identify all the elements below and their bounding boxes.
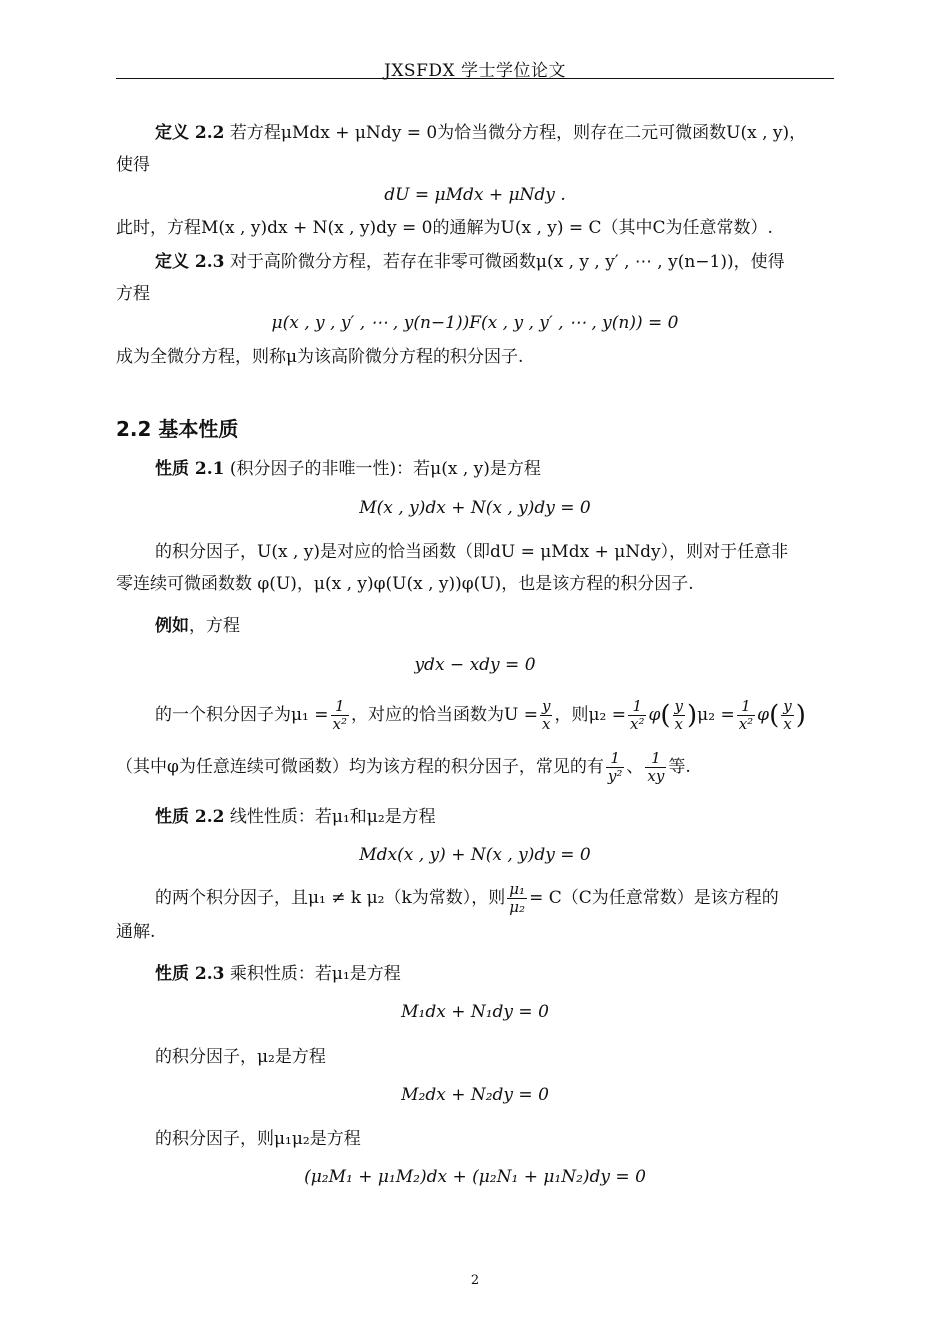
right-paren-1: ): [687, 700, 698, 731]
example-line1-c: ，则μ₂ =: [554, 705, 626, 725]
left-paren-2: (: [769, 700, 780, 731]
fraction-8: $\frac{1}{xy}$: [647, 749, 665, 785]
prop21-text1: (积分因子的非唯一性)：若μ(x , y)是方程: [229, 459, 541, 479]
phi-symbol-1: φ: [648, 705, 661, 725]
prop23-equation-2: M₂dx + N₂dy = 0: [401, 1085, 549, 1105]
fraction-6: $\frac{y}{x}$: [783, 697, 792, 733]
def22-line2: 使得: [116, 155, 150, 175]
fraction-5: $\frac{1}{\text{x²}}$: [738, 697, 754, 733]
header-rule: [116, 78, 834, 79]
prop22-line3: 通解.: [116, 922, 156, 942]
example-line1-a: 的一个积分因子为μ₁ =: [155, 705, 329, 725]
fraction-4: $\frac{y}{x}$: [674, 697, 684, 733]
prop21-line2: 的积分因子，U(x , y)是对应的恰当函数（即dU = μMdx + μNdy），则对于任意非: [155, 542, 789, 562]
example-line2-b: 等.: [668, 757, 691, 777]
fraction-1: $\frac{1}{\text{x²}}$: [332, 697, 347, 733]
prop22-label: 性质 2.2: [155, 807, 225, 827]
left-paren-1: (: [660, 700, 671, 731]
right-paren-2: ): [795, 700, 806, 731]
example-line2: [116, 742, 691, 792]
def23-line3: 成为全微分方程，则称μ为该高阶微分方程的积分因子.: [116, 347, 524, 367]
prop22-equation: Mdx(x , y) + N(x , y)dy = 0: [359, 845, 591, 865]
prop23-text1: 乘积性质：若μ₁是方程: [229, 964, 401, 984]
prop22-text1: 线性性质：若μ₁和μ₂是方程: [229, 807, 436, 827]
example-separator: 、: [626, 757, 644, 777]
def22-label: 定义 2.2: [155, 123, 225, 143]
example-line1: [155, 690, 806, 741]
prop22-line2-a: 的两个积分因子，且μ₁ ≠ k μ₂（k为常数），则: [155, 888, 506, 908]
fraction-mu: $\frac{\text{μ₁}}{\text{μ₂}}$: [509, 880, 526, 916]
prop21-line1: [155, 457, 541, 481]
example-line2-a: （其中φ为任意连续可微函数）均为该方程的积分因子，常见的有: [116, 757, 604, 777]
def22-line1: [155, 121, 806, 145]
fraction-2: $\frac{y}{x}$: [541, 697, 551, 733]
def23-label: 定义 2.3: [155, 252, 225, 272]
def23-line2: 方程: [116, 284, 150, 304]
def22-equation: dU = μMdx + μNdy .: [384, 185, 566, 205]
example-text: ，方程: [189, 616, 240, 636]
example-label: 例如: [155, 616, 189, 636]
example-line1-b: ，对应的恰当函数为U =: [351, 705, 538, 725]
fraction-7: $\frac{1}{\text{y²}}$: [607, 749, 623, 785]
def22-line3: 此时，方程M(x , y)dx + N(x , y)dy = 0的通解为U(x , y) = C（其中C为任意常数）.: [116, 218, 773, 238]
example-line: [155, 614, 240, 638]
prop22-line1: [155, 805, 436, 829]
prop23-equation-3: (μ₂M₁ + μ₁M₂)dx + (μ₂N₁ + μ₁N₂)dy = 0: [304, 1167, 646, 1187]
prop22-line2-b: = C（C为任意常数）是该方程的: [529, 888, 779, 908]
phi-symbol-2: φ: [757, 705, 770, 725]
def23-line1: [155, 250, 785, 274]
prop23-label: 性质 2.3: [155, 964, 225, 984]
page-number: 2: [470, 1273, 480, 1288]
example-equation: ydx − xdy = 0: [414, 655, 536, 675]
prop23-line1: [155, 962, 401, 986]
fraction-3: $\frac{1}{\text{x²}}$: [629, 697, 645, 733]
prop21-label: 性质 2.1: [155, 459, 225, 479]
running-header: JXSFDX 学士学位论文: [384, 61, 566, 81]
prop21-equation: M(x , y)dx + N(x , y)dy = 0: [359, 498, 591, 518]
prop23-line3: 的积分因子，则μ₁μ₂是方程: [155, 1129, 361, 1149]
prop22-line2: [155, 873, 779, 923]
def23-equation: μ(x , y , y′ , ⋯ , y(n−1))F(x , y , y′ , ⋯ , y(n)) = 0: [271, 313, 679, 333]
section-heading: 2.2 基本性质: [116, 417, 239, 441]
def23-text1: 对于高阶微分方程，若存在非零可微函数μ(x , y , y′ , ⋯ , y(n−1))，使得: [229, 252, 785, 272]
prop23-equation-1: M₁dx + N₁dy = 0: [401, 1002, 549, 1022]
mu2-label: μ₂ =: [697, 705, 735, 725]
def22-text1: 若方程μMdx + μNdy = 0为恰当微分方程，则存在二元可微函数U(x , y)，: [229, 123, 807, 143]
prop21-line3: 零连续可微函数数 φ(U)，μ(x , y)φ(U(x , y))φ(U)，也是该方程的积分因子.: [116, 574, 694, 594]
prop23-line2: 的积分因子，μ₂是方程: [155, 1047, 326, 1067]
